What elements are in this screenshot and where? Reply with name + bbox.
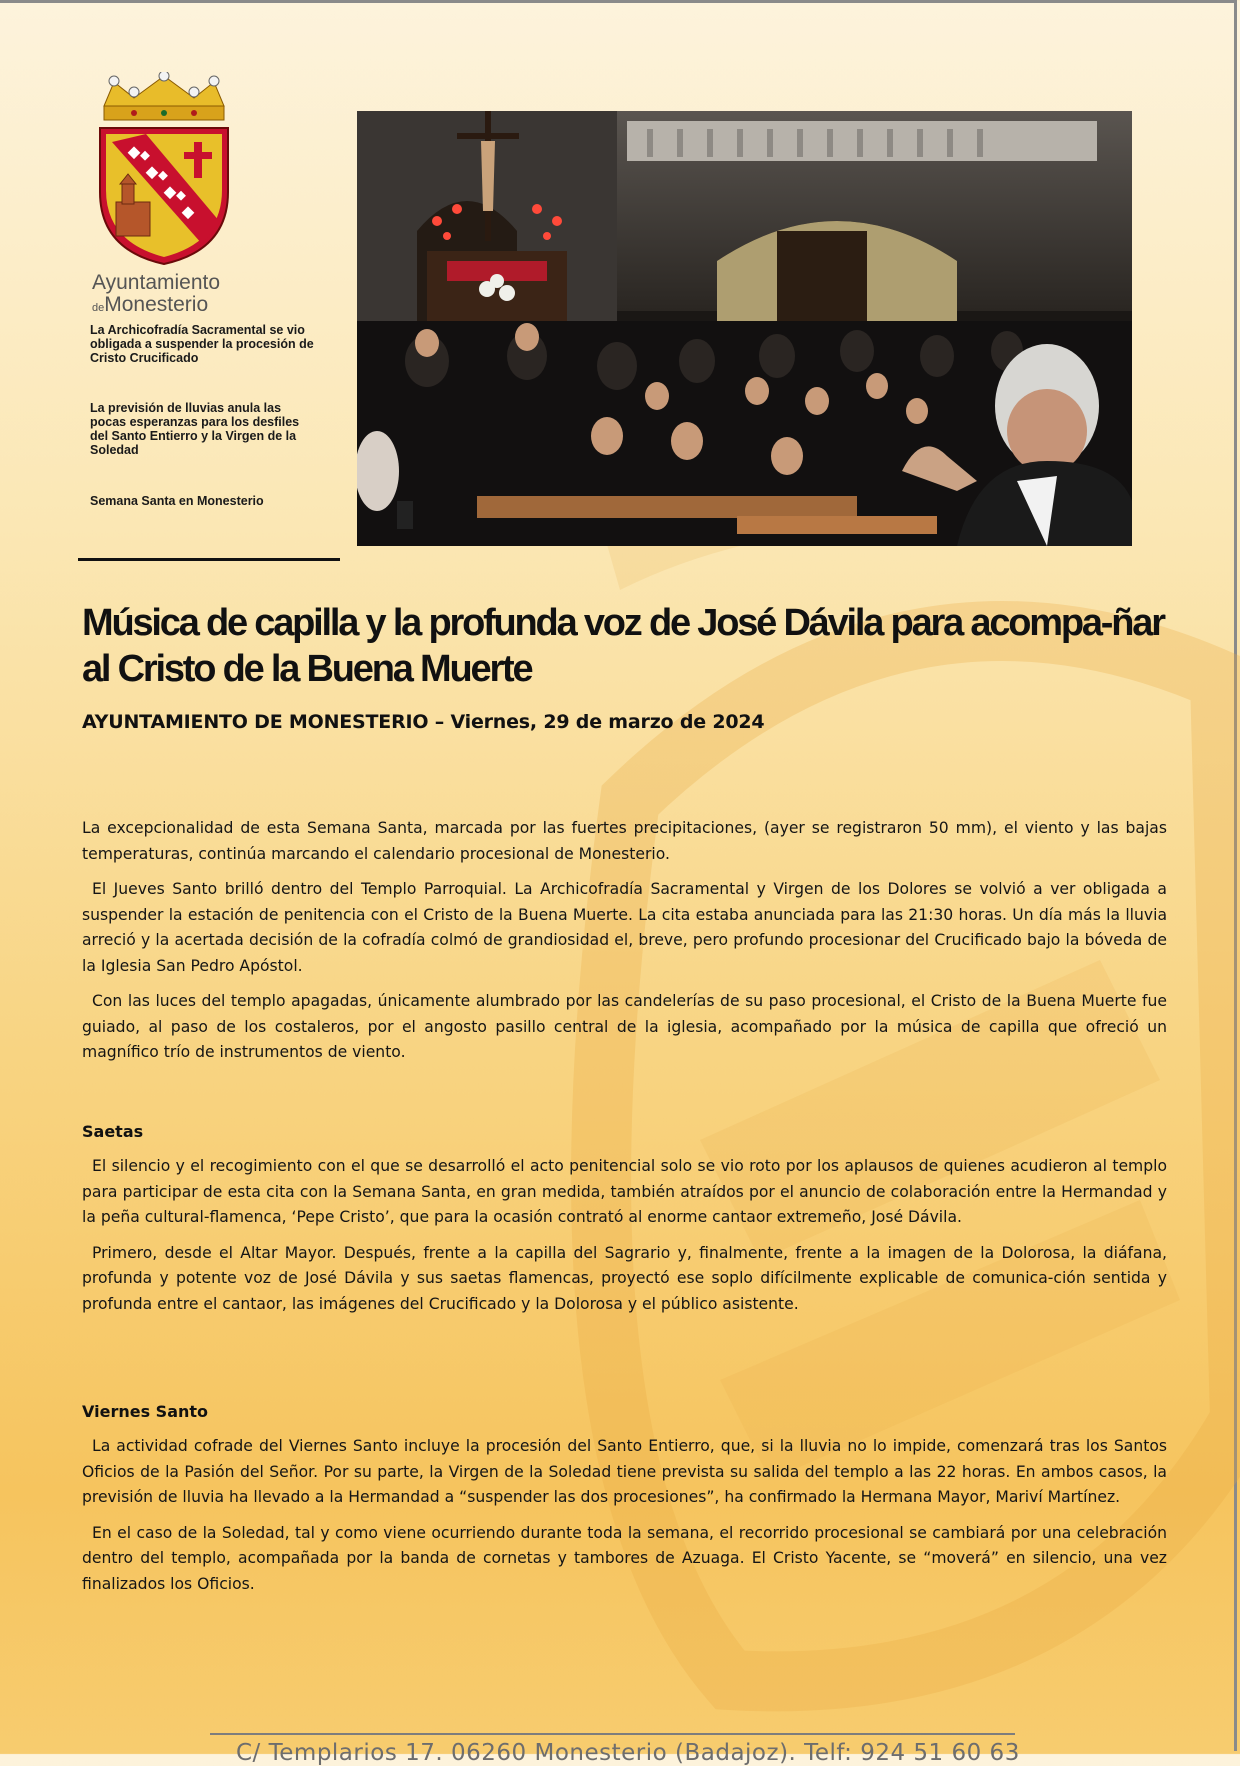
logo-line-1: Ayuntamiento [92,271,221,294]
intro-paragraph-1: La excepcionalidad de esta Semana Santa, marcada por las fuertes precipitaciones, (ayer se registraron 50 mm), el viento y las bajas temperaturas, continúa marcando el calendario procesional de Monesterio. [82,819,1167,863]
section-viernes-santo [82,1400,1167,1607]
saetas-paragraph-1: El silencio y el recogimiento con el que se desarrolló el acto penitencial solo se vio roto por los aplausos de quienes acudieron al templo para participar de esta cita con la Semana Santa, en gran medida, también atraídos por el anuncio de colaboración entre la Hermandad y la peña cultural-flamenca, ‘Pepe Cristo’, que para la ocasión contrató al enorme cantaor extremeño, José Dávila. [82,1157,1167,1226]
logo-line-2-prefix: de [92,302,105,314]
saetas-paragraph-2: Primero, desde el Altar Mayor. Después, frente a la capilla del Sagrario y, finalmente, frente a la imagen de la Dolorosa, la diáfana, profunda y potente voz de José Dávila y sus saetas flamencas, proyectó ese soplo difícilmente explicable de comunica-ción sentida y profunda entre el cantaor, las imágenes del Crucificado y la Dolorosa y el público asistente. [82,1243,1167,1313]
section-heading-saetas: Saetas [82,1122,144,1141]
intro-paragraph-2: El Jueves Santo brilló dentro del Templo Parroquial. La Archicofradía Sacramental y Virgen de los Dolores se volvió a ver obligada a suspender la estación de penitencia con el Cristo de la Buena Muerte. La cita estaba anunciada para las 21:30 horas. Un día más la lluvia arreció y la acertada decisión de la cofradía colmó de grandiosidad el, breve, pero profundo procesionar del Crucificado bajo la bóveda de la Iglesia San Pedro Apóstol. [82,880,1167,975]
logo-wordmark [92,272,262,319]
church-procession-photo [357,111,1132,546]
intro-paragraph-3: Con las luces del templo apagadas, únicamente alumbrado por las candelerías de su paso procesional, el Cristo de la Buena Muerte fue guiado, al paso de los costaleros, por el angosto pasillo central de la iglesia, acompañado por la música de capilla que ofreció un magnífico trío de instrumentos de viento. [82,992,1167,1061]
sidebar-divider [78,558,340,561]
article-headline: Música de capilla y la profunda voz de José Dávila para acompa-ñar al Cristo de la Buena Muerte [82,602,1164,690]
footer-address: C/ Templarios 17. 06260 Monesterio (Badajoz). Telf: 924 51 60 63 [236,1740,1020,1766]
sidebar-headline-2: La previsión de lluvias anula las pocas esperanzas para los desfiles del Santo Entierro y la Virgen de la Soledad [90,401,300,457]
article-dateline: AYUNTAMIENTO DE MONESTERIO – Viernes, 29 de marzo de 2024 [82,711,765,733]
coat-of-arms-icon [90,72,238,268]
section-heading-viernes-santo: Viernes Santo [82,1402,209,1421]
sidebar-headline-1: La Archicofradía Sacramental se vio obligada a suspender la procesión de Cristo Crucificado [90,323,314,365]
footer-divider [210,1733,1015,1735]
section-saetas [82,1120,1167,1327]
viernes-paragraph-1: La actividad cofrade del Viernes Santo incluye la procesión del Santo Entierro, que, si la lluvia no lo impide, comenzará tras los Santos Oficios de la Pasión del Señor. Por su parte, la Virgen de la Soledad tiene prevista su salida del templo a las 22 horas. En ambos casos, la previsión de lluvia ha llevado a la Hermandad a “suspender las dos procesiones”, ha confirmado la Hermana Mayor, Mariví Martínez. [82,1437,1167,1506]
logo-line-2: Monesterio [104,293,209,316]
sidebar-headline-3: Semana Santa en Monesterio [90,494,264,508]
article-intro [82,816,1167,1076]
viernes-paragraph-2: En el caso de la Soledad, tal y como viene ocurriendo durante toda la semana, el recorrido procesional se cambiará por una celebración dentro del templo, acompañada por la banda de cornetas y tambores de Azuaga. El Cristo Yacente, se “moverá” en silencio, una vez finalizados los Oficios. [82,1523,1167,1593]
